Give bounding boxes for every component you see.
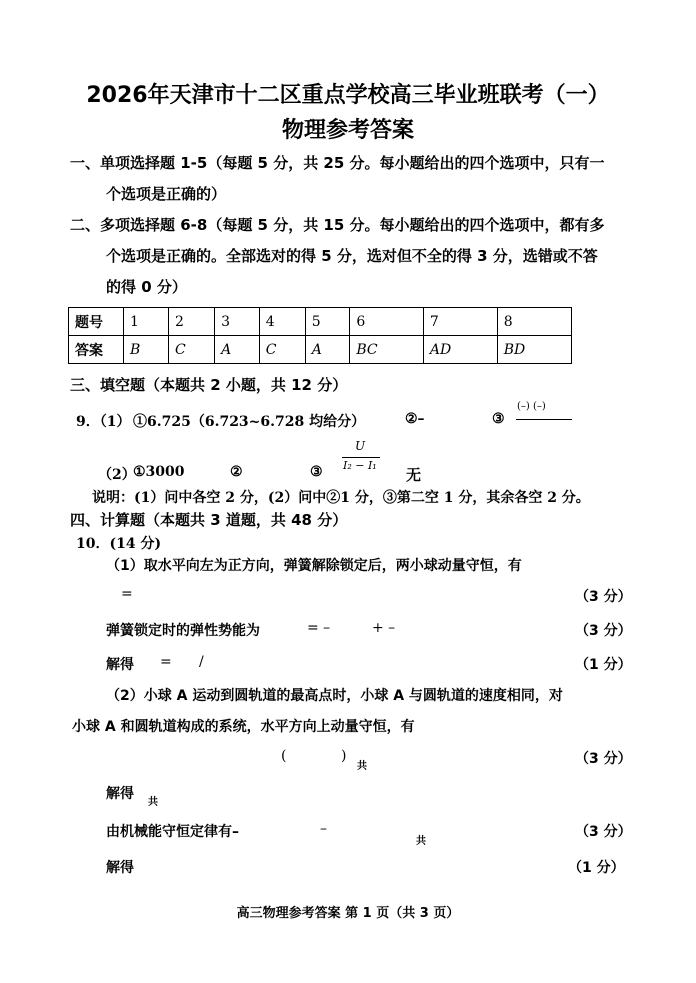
- table-cell: 8: [497, 308, 571, 336]
- section4-heading: 四、计算题（本题共 3 道题，共 48 分）: [70, 511, 348, 529]
- table-cell: 4: [259, 308, 305, 336]
- q9-part3: ③: [492, 411, 505, 427]
- score-2: （3 分）: [575, 623, 632, 639]
- score-3: （1 分）: [575, 657, 632, 673]
- q10-label: 10．(14 分): [76, 536, 162, 552]
- q10-p6: 解得: [106, 786, 134, 802]
- table-header-label: 题号: [69, 308, 124, 336]
- q10-eq3a: =: [160, 654, 172, 670]
- fraction-denominator: I₂ − I₁: [343, 459, 377, 472]
- table-cell: 7: [423, 308, 497, 336]
- table-cell: 5: [305, 308, 350, 336]
- section2-heading: 二、多项选择题 6-8（每题 5 分，共 15 分。每小题给出的四个选项中，都有多: [70, 216, 605, 234]
- q9-2-part2: ②: [230, 464, 243, 480]
- table-cell: C: [169, 336, 215, 364]
- q10-p8: 解得: [106, 860, 134, 876]
- page-title: 2026年天津市十二区重点学校高三毕业班联考（一）: [86, 83, 610, 108]
- q10-p3: 解得: [106, 657, 134, 673]
- q9-part3-fraction-line: [516, 419, 572, 420]
- q10-p5: 小球 A 和圆轨道构成的系统，水平方向上动量守恒，有: [72, 719, 415, 735]
- table-cell: A: [215, 336, 260, 364]
- table-cell: 2: [169, 308, 215, 336]
- fraction-line: [342, 457, 380, 458]
- score-1: （3 分）: [575, 589, 632, 605]
- section3-heading: 三、填空题（本题共 2 小题，共 12 分）: [70, 376, 348, 394]
- page-footer: 高三物理参考答案 第 1 页（共 3 页）: [236, 906, 460, 921]
- table-cell: 3: [215, 308, 260, 336]
- page-subtitle: 物理参考答案: [281, 118, 414, 143]
- q9-2-part3b: 无: [406, 466, 422, 484]
- table-cell: BC: [350, 336, 424, 364]
- q10-eq2b: + –: [372, 620, 396, 636]
- section1-heading-cont: 个选项是正确的）: [106, 185, 227, 203]
- score-4: （3 分）: [575, 751, 632, 767]
- table-cell: 6: [350, 308, 424, 336]
- q10-eq5-subscript: 共: [148, 797, 158, 808]
- q10-eq4a: (: [281, 748, 287, 764]
- q10-eq3b: /: [199, 654, 204, 670]
- q10-p2: 弹簧锁定时的弹性势能为: [106, 623, 260, 639]
- q10-p1: （1）取水平向左为正方向，弹簧解除锁定后，两小球动量守恒，有: [106, 558, 522, 574]
- fraction-numerator: U: [355, 439, 366, 453]
- q9-2-part1: ①3000: [133, 464, 185, 480]
- q10-eq4b: ): [341, 748, 347, 764]
- table-cell: A: [305, 336, 350, 364]
- q9-label: 9．（1）: [76, 414, 131, 430]
- score-5: （3 分）: [575, 824, 632, 840]
- score-6: （1 分）: [568, 860, 625, 876]
- section1-heading: 一、单项选择题 1-5（每题 5 分，共 25 分。每小题给出的四个选项中，只有一: [70, 154, 605, 172]
- q10-p7: 由机械能守恒定律有–: [106, 824, 239, 840]
- q10-eq6-subscript: 共: [416, 836, 426, 847]
- answer-table: [68, 307, 572, 364]
- section2-heading-cont: 个选项是正确的。全部选对的得 5 分，选对但不全的得 3 分，选错或不答: [106, 247, 598, 265]
- q9-part1: ①6.725（6.723~6.728 均给分）: [133, 414, 366, 430]
- section2-heading-cont2: 的得 0 分）: [106, 278, 187, 296]
- q10-p4: （2）小球 A 运动到圆轨道的最高点时，小球 A 与圆轨道的速度相同，对: [106, 688, 563, 704]
- q10-eq6a: –: [320, 821, 327, 837]
- q9-part3-numerator: (–) (–): [517, 401, 546, 412]
- q9-2-label: （2）: [98, 467, 136, 483]
- table-row-numbers: [69, 308, 572, 336]
- table-cell: C: [259, 336, 305, 364]
- table-cell: BD: [497, 336, 571, 364]
- table-row-answers: [69, 336, 572, 364]
- table-cell: 1: [124, 308, 169, 336]
- q10-eq4-subscript: 共: [357, 761, 367, 772]
- q9-part2: ②–: [405, 411, 425, 427]
- table-cell: AD: [423, 336, 497, 364]
- q10-eq1: =: [121, 586, 133, 602]
- q9-2-part3: ③: [310, 464, 323, 480]
- table-answer-label: 答案: [69, 336, 124, 364]
- scoring-note: 说明：(1）问中各空 2 分，(2）问中②1 分，③第二空 1 分，其余各空 2 分。: [92, 490, 590, 506]
- table-cell: B: [124, 336, 169, 364]
- q10-eq2a: = –: [307, 620, 331, 636]
